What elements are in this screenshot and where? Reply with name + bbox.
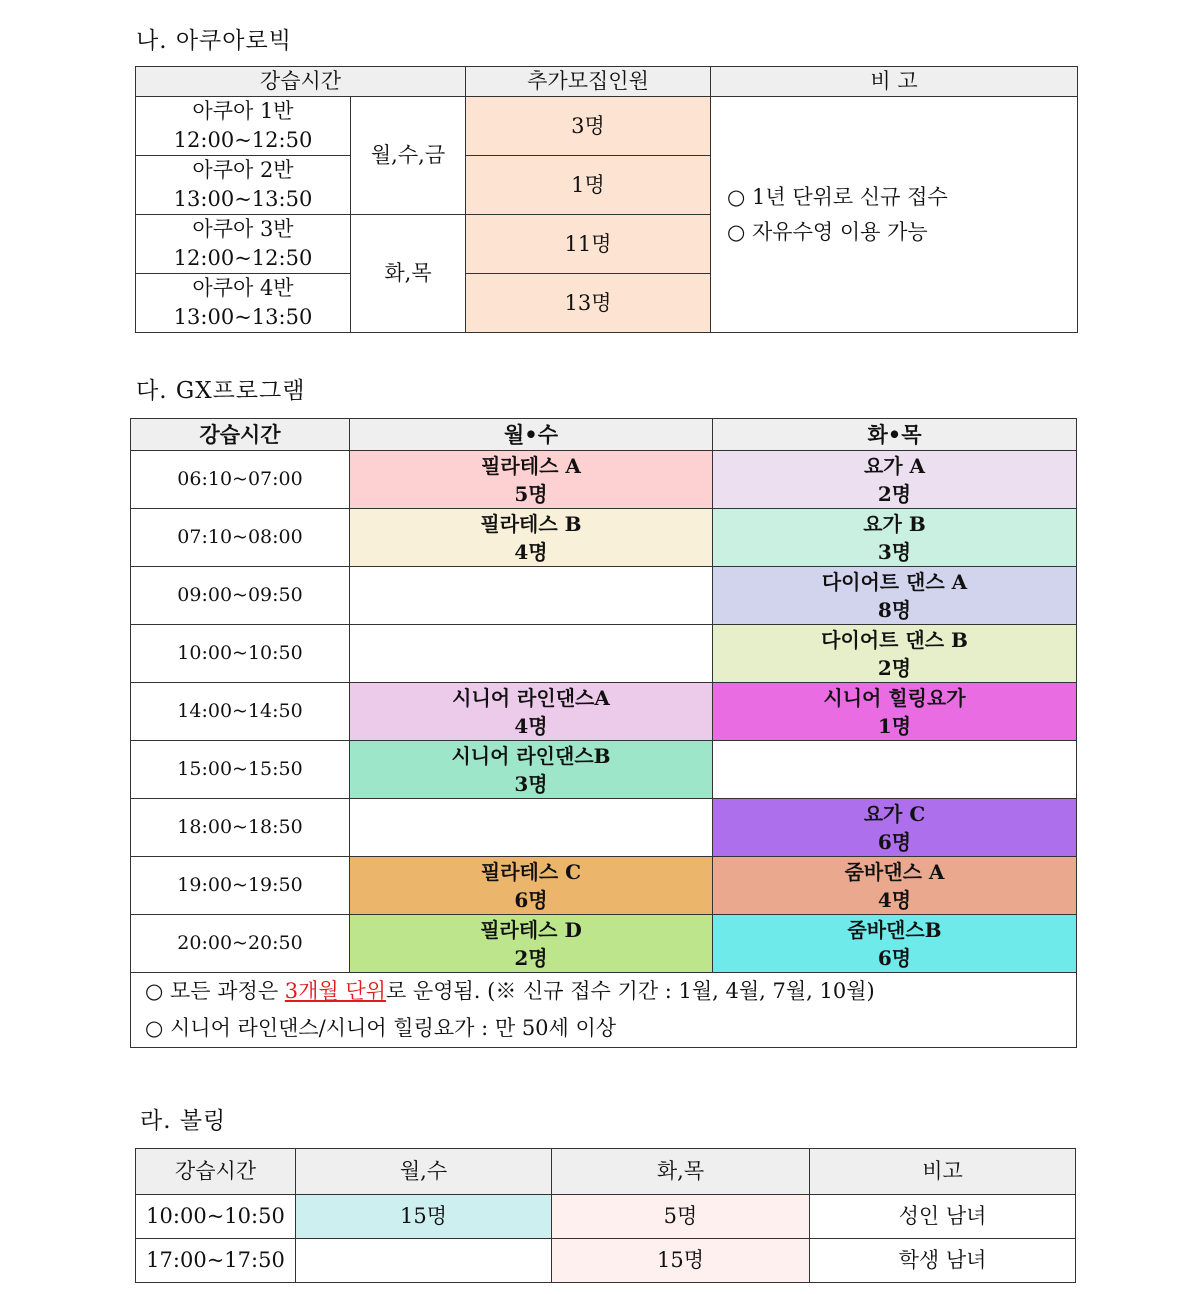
gx-class-count: 4명 bbox=[514, 539, 548, 564]
gx-class-name: 줌바댄스B bbox=[847, 917, 942, 942]
gx-class-count: 5명 bbox=[514, 481, 548, 506]
bowling-header-time: 강습시간 bbox=[136, 1149, 296, 1195]
gx-header-mw: 월•수 bbox=[350, 419, 713, 451]
aqua-class-cell bbox=[136, 274, 351, 333]
table-row bbox=[131, 509, 1077, 567]
aqua-header-count: 추가모집인원 bbox=[466, 67, 711, 97]
aqua-class-time: 12:00~12:50 bbox=[173, 246, 313, 270]
aqua-days-cell: 월,수,금 bbox=[351, 97, 466, 215]
gx-note-1-pre: ○ 모든 과정은 bbox=[145, 979, 285, 1003]
aqua-class-cell bbox=[136, 97, 351, 156]
gx-tt-cell bbox=[713, 451, 1077, 509]
aqua-class-time: 12:00~12:50 bbox=[173, 128, 313, 152]
gx-tt-cell bbox=[713, 915, 1077, 973]
aqua-class-name: 아쿠아 4반 bbox=[192, 276, 294, 300]
gx-mw-cell bbox=[350, 799, 713, 857]
gx-time-cell: 14:00~14:50 bbox=[131, 683, 350, 741]
gx-note-1-post: 로 운영됨. (※ 신규 접수 기간 : 1월, 4월, 7월, 10월) bbox=[385, 979, 875, 1003]
gx-tt-cell bbox=[713, 799, 1077, 857]
table-row bbox=[131, 683, 1077, 741]
gx-mw-cell bbox=[350, 915, 713, 973]
gx-class-count: 6명 bbox=[514, 887, 548, 912]
table-row bbox=[131, 451, 1077, 509]
bowling-header-mw: 월,수 bbox=[296, 1149, 552, 1195]
gx-note-1-highlight: 3개월 단위 bbox=[284, 979, 386, 1003]
gx-class-name: 필라테스 C bbox=[480, 859, 582, 884]
bowling-table bbox=[135, 1148, 1076, 1283]
gx-mw-cell bbox=[350, 741, 713, 799]
gx-class-count: 2명 bbox=[514, 945, 548, 970]
gx-tt-cell bbox=[713, 857, 1077, 915]
gx-class-name: 요가 C bbox=[863, 801, 926, 826]
aqua-class-cell bbox=[136, 215, 351, 274]
table-row bbox=[131, 567, 1077, 625]
gx-class-name: 요가 B bbox=[863, 511, 926, 536]
gx-class-name: 시니어 라인댄스A bbox=[452, 685, 610, 710]
table-row bbox=[131, 915, 1077, 973]
aqua-note: ○ 1년 단위로 신규 접수 bbox=[727, 184, 948, 209]
gx-mw-cell bbox=[350, 451, 713, 509]
gx-mw-cell bbox=[350, 509, 713, 567]
aqua-class-time: 13:00~13:50 bbox=[173, 305, 313, 329]
bowling-note-cell: 성인 남녀 bbox=[810, 1195, 1076, 1239]
aqua-header-time: 강습시간 bbox=[136, 67, 466, 97]
gx-class-name: 다이어트 댄스 A bbox=[821, 569, 968, 594]
table-row bbox=[136, 1239, 1076, 1283]
gx-header-tt: 화•목 bbox=[713, 419, 1077, 451]
aqua-class-cell bbox=[136, 156, 351, 215]
gx-footer-row bbox=[131, 973, 1077, 1048]
gx-note-2: ○ 시니어 라인댄스/시니어 힐링요가 : 만 50세 이상 bbox=[145, 1016, 617, 1040]
gx-mw-cell bbox=[350, 625, 713, 683]
gx-tt-cell bbox=[713, 741, 1077, 799]
bowling-note-cell: 학생 남녀 bbox=[810, 1239, 1076, 1283]
bowling-time-cell: 10:00~10:50 bbox=[136, 1195, 296, 1239]
gx-class-count: 2명 bbox=[877, 655, 912, 680]
gx-time-cell: 15:00~15:50 bbox=[131, 741, 350, 799]
gx-time-cell: 06:10~07:00 bbox=[131, 451, 350, 509]
gx-time-cell: 18:00~18:50 bbox=[131, 799, 350, 857]
gx-class-name: 필라테스 D bbox=[480, 917, 582, 942]
table-row bbox=[131, 857, 1077, 915]
gx-class-count: 1명 bbox=[877, 713, 912, 738]
aqua-header-row bbox=[136, 67, 1078, 97]
gx-mw-cell bbox=[350, 857, 713, 915]
bowling-header-tt: 화,목 bbox=[552, 1149, 810, 1195]
gx-tt-cell bbox=[713, 509, 1077, 567]
aqua-class-name: 아쿠아 1반 bbox=[192, 99, 294, 123]
gx-class-count: 3명 bbox=[877, 539, 912, 564]
gx-class-count: 6명 bbox=[877, 945, 912, 970]
table-row bbox=[131, 741, 1077, 799]
gx-tt-cell bbox=[713, 567, 1077, 625]
bowling-header-note: 비고 bbox=[810, 1149, 1076, 1195]
bowling-time-cell: 17:00~17:50 bbox=[136, 1239, 296, 1283]
gx-heading: 다. GX프로그램 bbox=[136, 378, 306, 404]
aqua-count-cell: 3명 bbox=[466, 97, 711, 156]
gx-notes bbox=[131, 973, 1077, 1048]
aqua-header-note: 비 고 bbox=[711, 67, 1078, 97]
gx-time-cell: 20:00~20:50 bbox=[131, 915, 350, 973]
bowling-heading: 라. 볼링 bbox=[140, 1108, 227, 1134]
gx-header-row bbox=[131, 419, 1077, 451]
aqua-note-cell bbox=[711, 97, 1078, 333]
aqua-count-cell: 13명 bbox=[466, 274, 711, 333]
gx-class-count: 4명 bbox=[514, 713, 548, 738]
gx-class-name: 필라테스 B bbox=[480, 511, 582, 536]
aqua-class-name: 아쿠아 2반 bbox=[192, 158, 294, 182]
bowling-header-row bbox=[136, 1149, 1076, 1195]
aqua-table bbox=[135, 66, 1078, 333]
aqua-count-cell: 1명 bbox=[466, 156, 711, 215]
bowling-mw-cell: 15명 bbox=[296, 1195, 552, 1239]
gx-class-count: 8명 bbox=[877, 597, 912, 622]
table-row bbox=[131, 799, 1077, 857]
table-row bbox=[136, 1195, 1076, 1239]
gx-class-name: 다이어트 댄스 B bbox=[821, 627, 968, 652]
aqua-heading: 나. 아쿠아로빅 bbox=[136, 28, 292, 54]
gx-class-name: 줌바댄스 A bbox=[844, 859, 945, 884]
aqua-note: ○ 자유수영 이용 가능 bbox=[727, 219, 928, 244]
aqua-class-name: 아쿠아 3반 bbox=[192, 217, 294, 241]
gx-time-cell: 07:10~08:00 bbox=[131, 509, 350, 567]
gx-time-cell: 10:00~10:50 bbox=[131, 625, 350, 683]
gx-class-count: 6명 bbox=[877, 829, 912, 854]
gx-class-name: 요가 A bbox=[863, 453, 926, 478]
gx-class-name: 필라테스 A bbox=[481, 453, 581, 478]
aqua-days-cell: 화,목 bbox=[351, 215, 466, 333]
gx-class-count: 2명 bbox=[877, 481, 912, 506]
bowling-tt-cell: 15명 bbox=[552, 1239, 810, 1283]
table-row bbox=[131, 625, 1077, 683]
gx-mw-cell bbox=[350, 567, 713, 625]
bowling-mw-cell bbox=[296, 1239, 552, 1283]
gx-note-1 bbox=[145, 973, 1076, 1010]
aqua-class-time: 13:00~13:50 bbox=[173, 187, 313, 211]
gx-class-name: 시니어 힐링요가 bbox=[823, 685, 966, 710]
gx-table bbox=[130, 418, 1077, 1048]
aqua-count-cell: 11명 bbox=[466, 215, 711, 274]
gx-time-cell: 09:00~09:50 bbox=[131, 567, 350, 625]
gx-header-time: 강습시간 bbox=[131, 419, 350, 451]
gx-class-count: 3명 bbox=[514, 771, 548, 796]
gx-class-count: 4명 bbox=[877, 887, 912, 912]
bowling-tt-cell: 5명 bbox=[552, 1195, 810, 1239]
gx-time-cell: 19:00~19:50 bbox=[131, 857, 350, 915]
gx-class-name: 시니어 라인댄스B bbox=[451, 743, 611, 768]
gx-tt-cell bbox=[713, 625, 1077, 683]
table-row bbox=[136, 97, 1078, 156]
gx-mw-cell bbox=[350, 683, 713, 741]
gx-tt-cell bbox=[713, 683, 1077, 741]
